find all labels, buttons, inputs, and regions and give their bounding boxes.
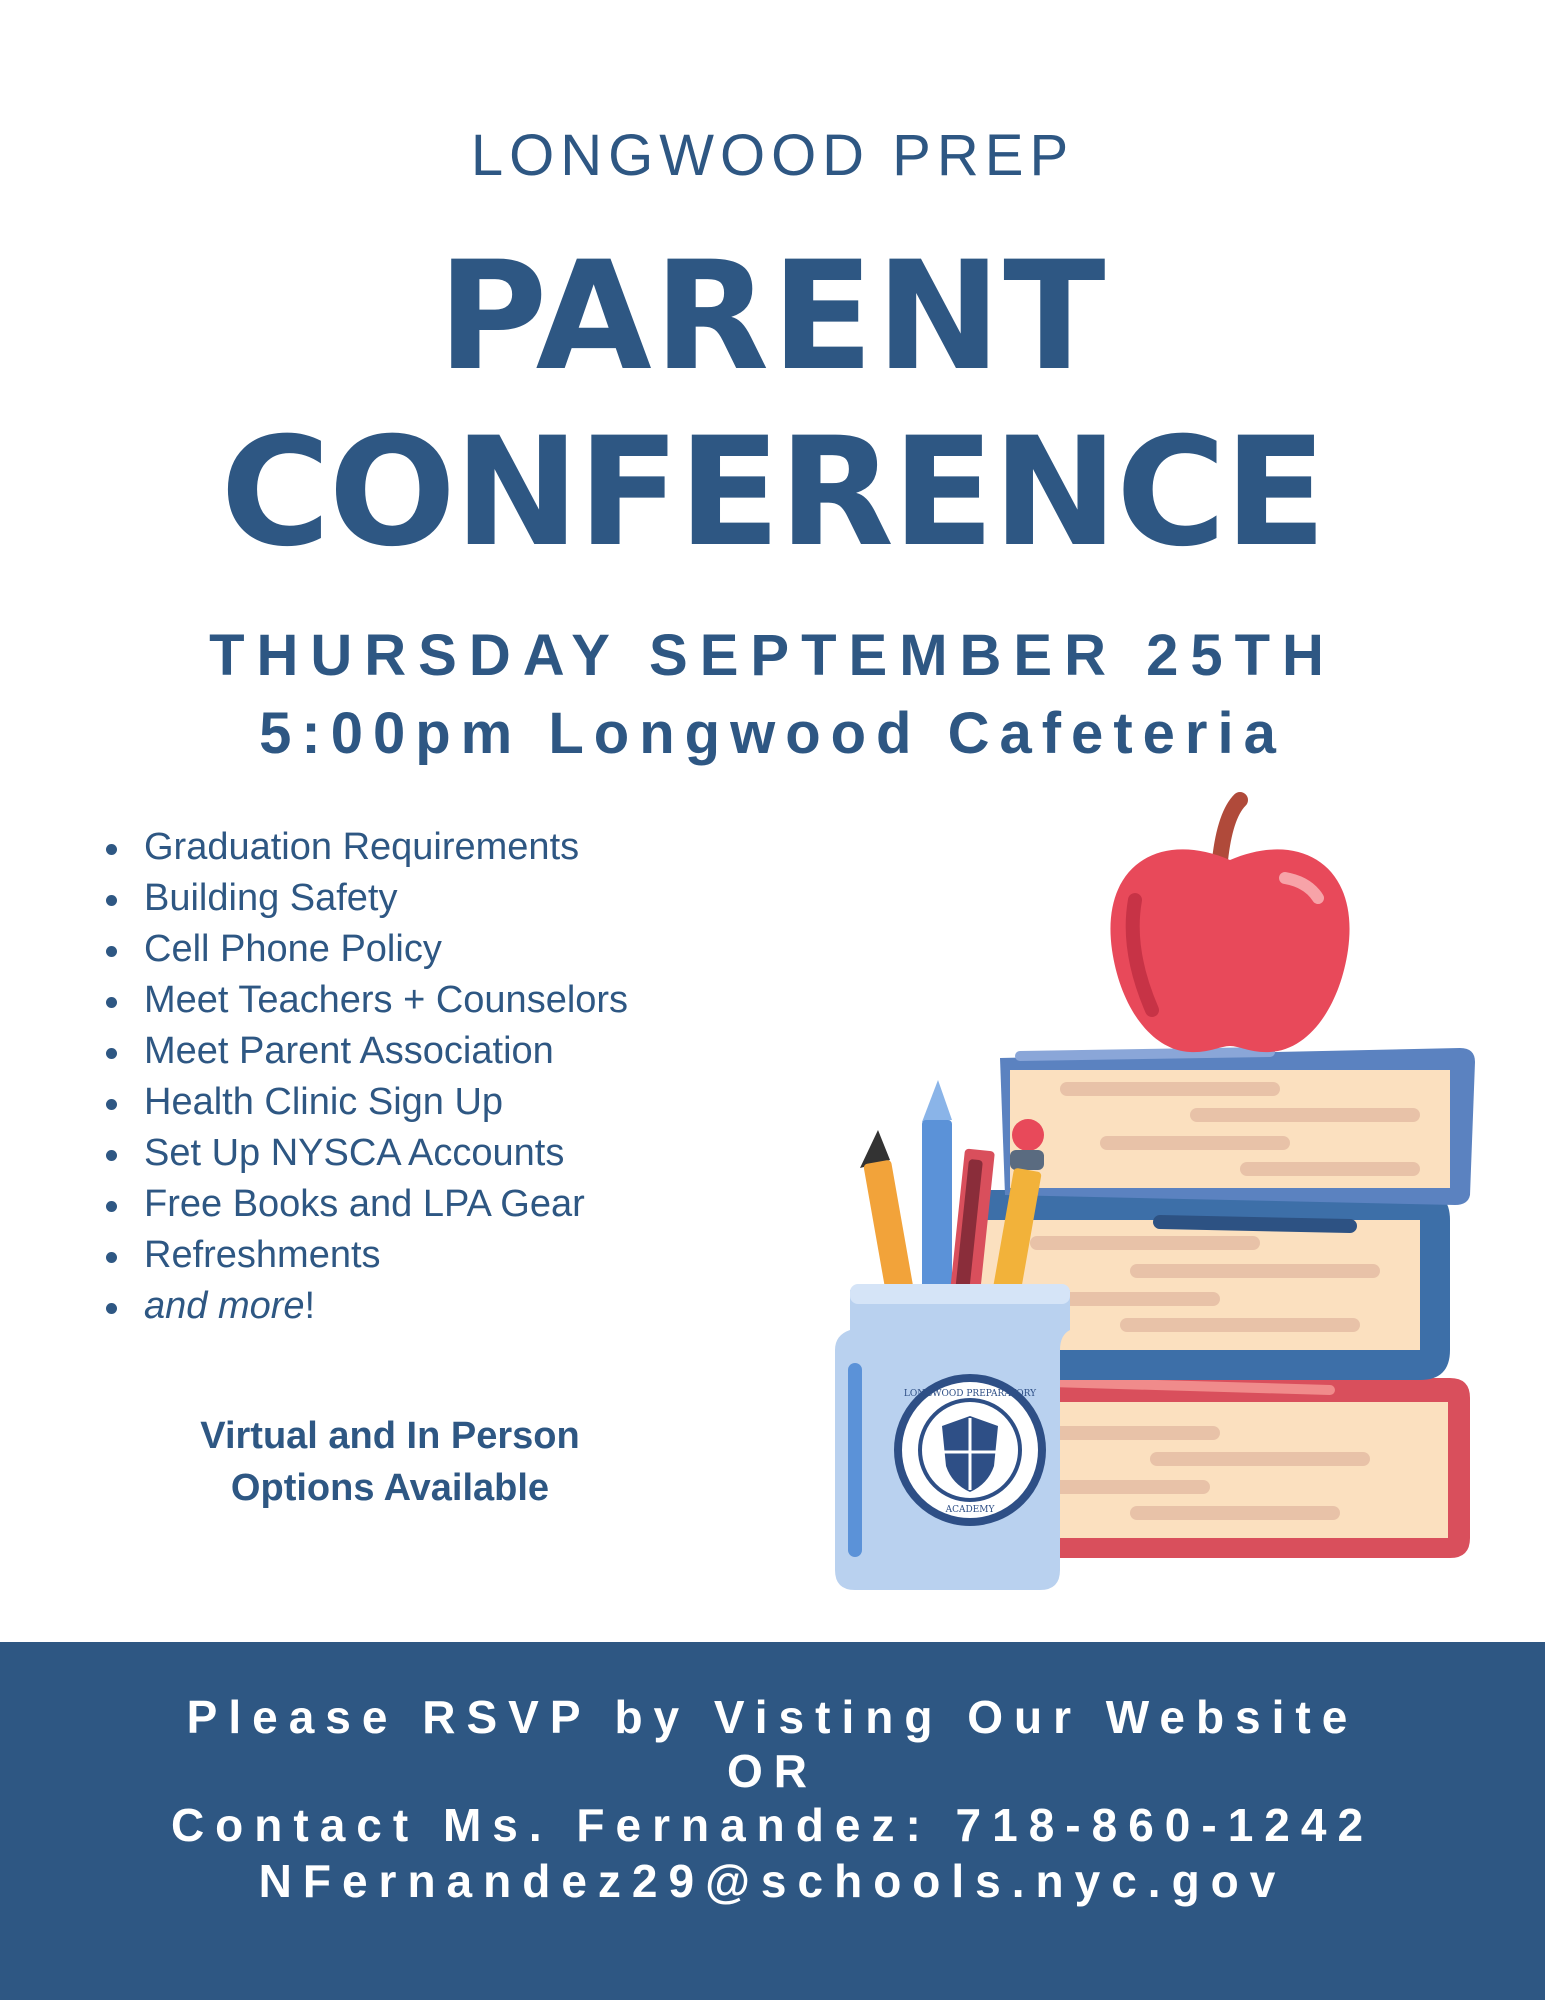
event-date: THURSDAY SEPTEMBER 25TH bbox=[209, 623, 1336, 688]
options-line-2: Options Available bbox=[230, 1467, 550, 1509]
school-name: LONGWOOD PREP bbox=[470, 123, 1075, 188]
list-item: Refreshments bbox=[100, 1230, 628, 1281]
list-item: Building Safety bbox=[100, 873, 628, 924]
contact-line: Contact Ms. Fernandez: 718-860-1242 bbox=[170, 1799, 1375, 1851]
attendance-options bbox=[150, 1410, 630, 1514]
list-item: Health Clinic Sign Up bbox=[100, 1077, 628, 1128]
rsvp-line: Please RSVP by Visting Our Website bbox=[186, 1691, 1359, 1743]
top-book-icon bbox=[1000, 1048, 1475, 1205]
apple-icon bbox=[1110, 800, 1349, 1052]
email-line: NFernandez29@schools.nyc.gov bbox=[258, 1855, 1287, 1907]
pencil-jar-icon bbox=[835, 1284, 1070, 1590]
list-item: Meet Parent Association bbox=[100, 1026, 628, 1077]
title-line-1: PARENT bbox=[437, 230, 1108, 404]
list-item: Graduation Requirements bbox=[100, 822, 628, 873]
school-supplies-illustration bbox=[830, 790, 1480, 1600]
event-time-place: 5:00pm Longwood Cafeteria bbox=[259, 701, 1286, 766]
or-line: OR bbox=[727, 1745, 818, 1797]
options-line-1: Virtual and In Person bbox=[200, 1415, 580, 1457]
rsvp-footer bbox=[0, 1642, 1545, 2000]
and-more-text: and more bbox=[144, 1285, 305, 1327]
list-item: Cell Phone Policy bbox=[100, 924, 628, 975]
list-item: Meet Teachers + Counselors bbox=[100, 975, 628, 1026]
exclamation: ! bbox=[304, 1285, 316, 1327]
list-item: Free Books and LPA Gear bbox=[100, 1179, 628, 1230]
topics-list bbox=[100, 822, 628, 1332]
list-item-more bbox=[100, 1281, 628, 1332]
list-item: Set Up NYSCA Accounts bbox=[100, 1128, 628, 1179]
seal-top-text: LONGWOOD PREPARATORY bbox=[903, 1389, 1037, 1399]
title-line-2: CONFERENCE bbox=[220, 406, 1325, 580]
seal-bottom-text: ACADEMY bbox=[945, 1505, 995, 1515]
